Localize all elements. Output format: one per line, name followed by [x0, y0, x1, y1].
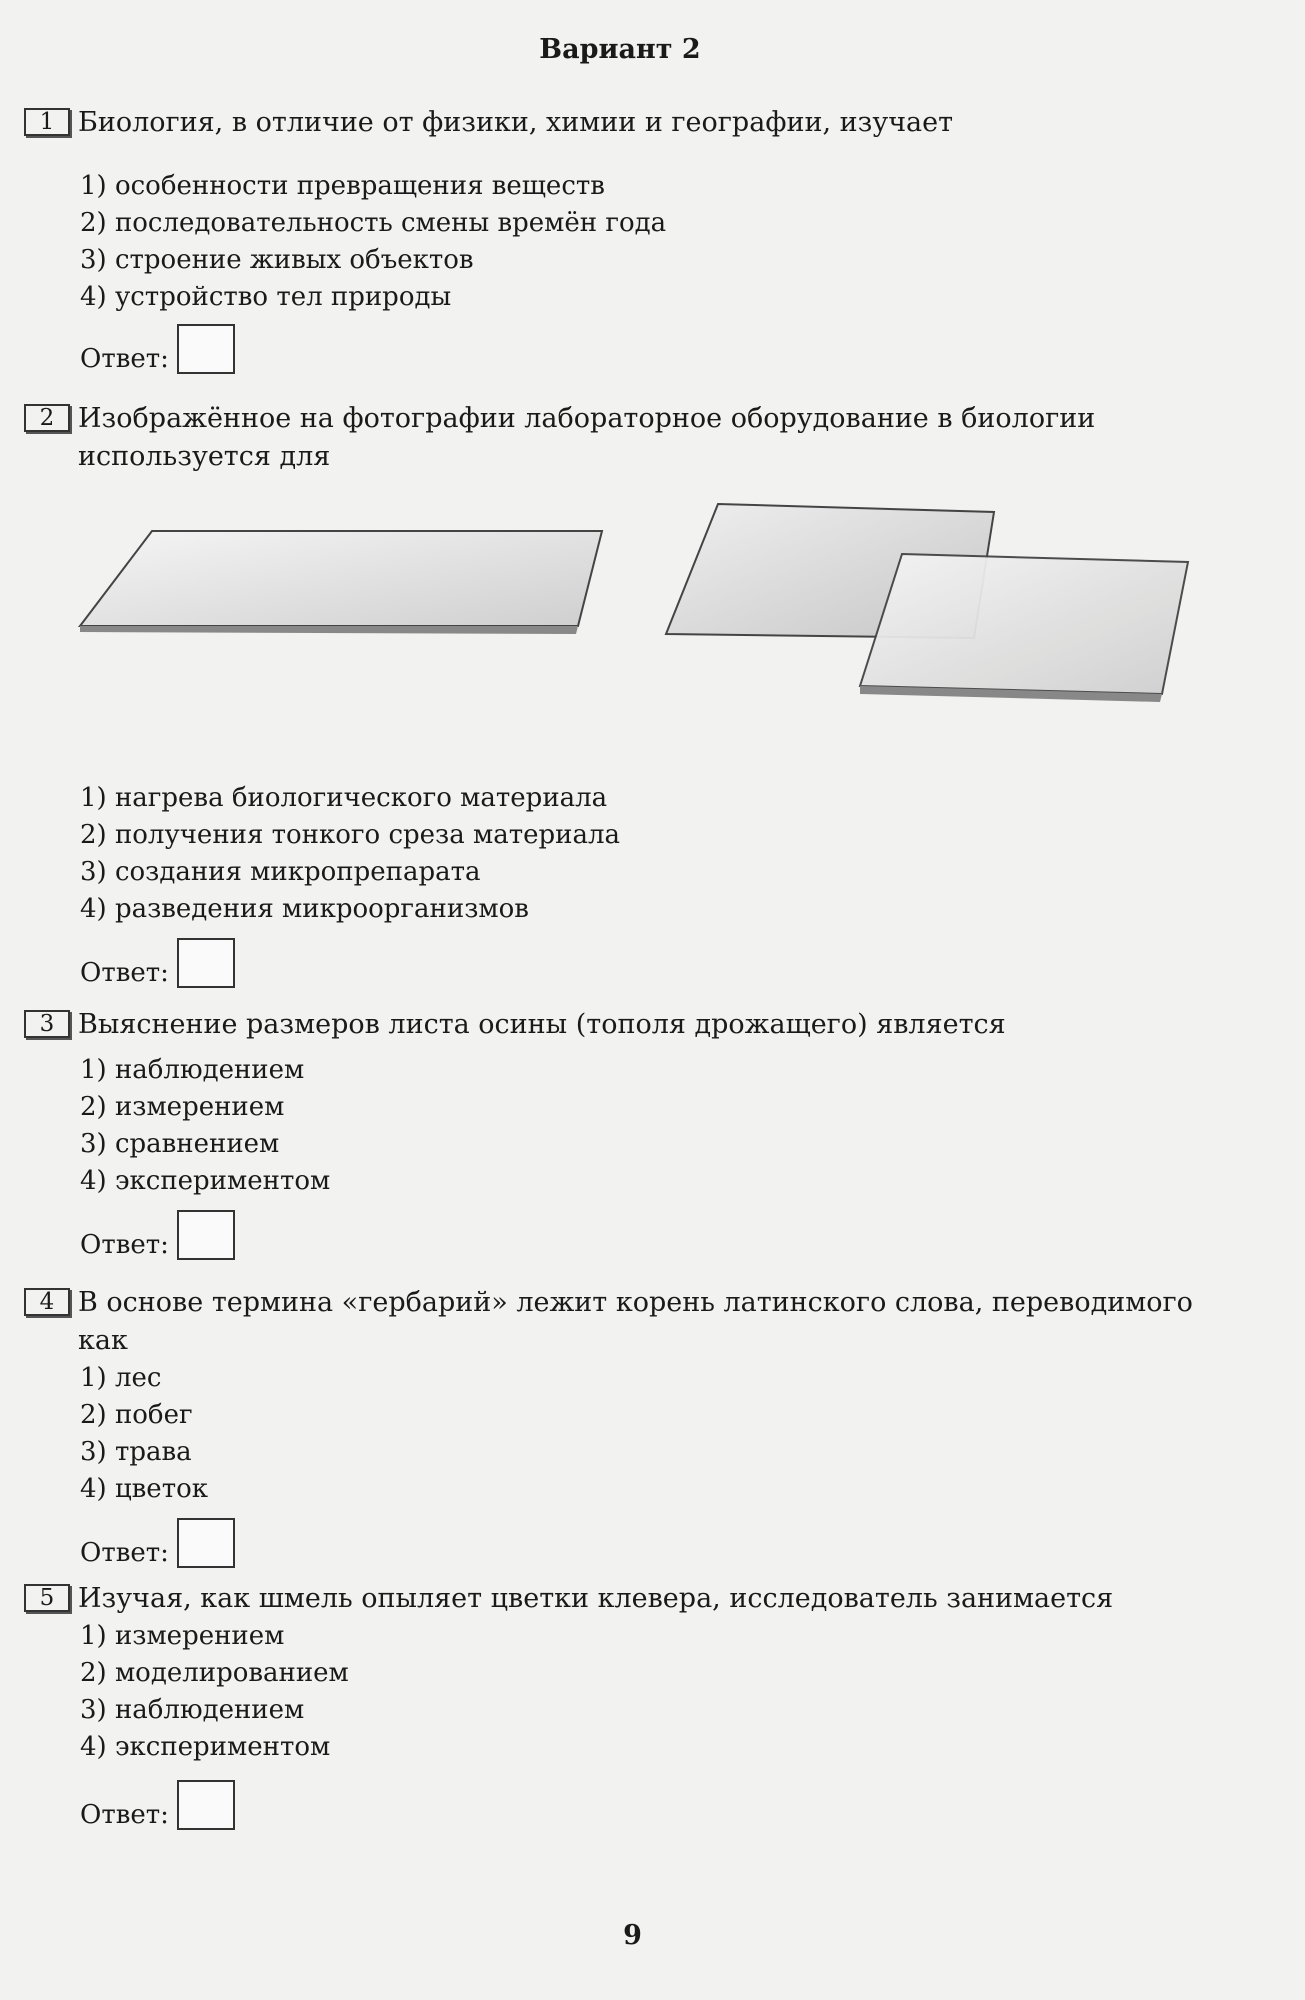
question-text: Изображённое на фотографии лабораторное оборудование в биологии используется для: [78, 403, 1096, 472]
page-title: Вариант 2: [539, 34, 701, 65]
option: 2) получения тонкого среза материала: [80, 820, 620, 850]
option: 1) нагрева биологического материала: [80, 783, 608, 813]
option: 1) лес: [80, 1363, 162, 1393]
question-text: Биология, в отличие от физики, химии и географии, изучает: [78, 107, 954, 138]
question-text: Изучая, как шмель опыляет цветки клевера, исследователь занимается: [78, 1583, 1114, 1614]
question-2-options: [24, 780, 1254, 988]
question-3: [24, 1006, 1254, 1260]
options-list: [80, 1052, 1254, 1200]
option: 3) строение живых объектов: [80, 245, 474, 275]
question-text: Выяснение размеров листа осины (тополя дрожащего) является: [78, 1009, 1006, 1040]
question-1: [24, 104, 1254, 374]
question-5: [24, 1580, 1254, 1830]
option: 4) устройство тел природы: [80, 282, 452, 312]
option: 1) особенности превращения веществ: [80, 171, 605, 201]
question-2: [24, 400, 1254, 476]
answer-label: Ответ:: [80, 1538, 169, 1568]
option: 4) экспериментом: [80, 1166, 331, 1196]
page-number: 9: [623, 1920, 642, 1951]
question-4: [24, 1284, 1254, 1568]
answer-box[interactable]: [177, 1780, 235, 1830]
option: 2) измерением: [80, 1092, 285, 1122]
options-list: [80, 168, 1254, 316]
option: 2) моделированием: [80, 1658, 349, 1688]
question-number: 1: [24, 108, 70, 136]
answer-box[interactable]: [177, 324, 235, 374]
options-list: [80, 780, 1254, 928]
option: 1) наблюдением: [80, 1055, 305, 1085]
option: 3) сравнением: [80, 1129, 280, 1159]
answer-row: [80, 324, 1254, 374]
question-number: 4: [24, 1288, 70, 1316]
answer-label: Ответ:: [80, 344, 169, 374]
slide-single: [80, 531, 602, 634]
option: 2) побег: [80, 1400, 193, 1430]
answer-box[interactable]: [177, 1210, 235, 1260]
option: 4) экспериментом: [80, 1732, 331, 1762]
answer-row: [80, 938, 1254, 988]
answer-row: [80, 1210, 1254, 1260]
question-number: 3: [24, 1010, 70, 1038]
option: 3) трава: [80, 1437, 192, 1467]
answer-box[interactable]: [177, 1518, 235, 1568]
option: 3) наблюдением: [80, 1695, 305, 1725]
options-list: [80, 1360, 1254, 1508]
question-number: 2: [24, 404, 70, 432]
answer-box[interactable]: [177, 938, 235, 988]
glass-slides-figure: [70, 490, 1190, 740]
option: 4) цветок: [80, 1474, 208, 1504]
answer-label: Ответ:: [80, 1800, 169, 1830]
answer-row: [80, 1518, 1254, 1568]
slide-pair: [666, 504, 1188, 702]
options-list: [80, 1618, 1254, 1766]
option: 4) разведения микроорганизмов: [80, 894, 529, 924]
answer-row: [80, 1780, 1254, 1830]
question-text: В основе термина «гербарий» лежит корень латинского слова, переводимого как: [78, 1287, 1193, 1356]
question-number: 5: [24, 1584, 70, 1612]
answer-label: Ответ:: [80, 1230, 169, 1260]
option: 1) измерением: [80, 1621, 285, 1651]
option: 2) последовательность смены времён года: [80, 208, 667, 238]
option: 3) создания микропрепарата: [80, 857, 481, 887]
answer-label: Ответ:: [80, 958, 169, 988]
